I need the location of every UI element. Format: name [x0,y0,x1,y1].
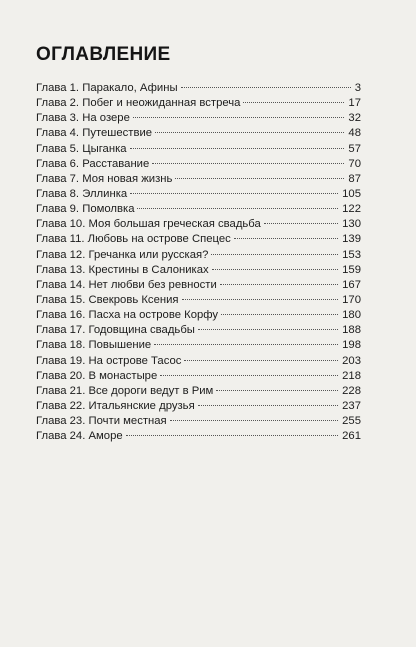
toc-entry [36,399,361,414]
dot-leader [154,344,338,345]
page-number: 105 [342,187,361,200]
toc-entry [36,187,361,202]
page-number: 139 [342,233,361,246]
dot-leader [264,223,338,224]
page-number: 48 [348,127,361,140]
chapter-title: Глава 20. В монастыре [36,369,158,382]
page-title: ОГЛАВЛЕНИЕ [36,44,171,65]
page-number: 122 [342,203,361,216]
dot-leader [152,163,344,164]
chapter-title: Глава 4. Путешествие [36,127,153,140]
page-number: 87 [348,172,361,185]
dot-leader [216,390,338,391]
page-number: 167 [342,278,361,291]
toc-entry [36,429,361,444]
page-number: 255 [342,415,361,428]
page-number: 218 [342,369,361,382]
toc-entry [36,293,361,308]
chapter-title: Глава 15. Свекровь Ксения [36,293,179,306]
chapter-title: Глава 6. Расставание [36,157,150,170]
toc-entry [36,81,361,96]
dot-leader [130,193,338,194]
chapter-title: Глава 18. Повышение [36,339,152,352]
page-number: 261 [342,430,361,443]
chapter-title: Глава 21. Все дороги ведут в Рим [36,384,214,397]
dot-leader [198,405,338,406]
chapter-title: Глава 12. Гречанка или русская? [36,248,209,261]
page-number: 3 [354,82,361,94]
page-number: 198 [342,339,361,352]
dot-leader [220,284,338,285]
dot-leader [175,178,344,179]
toc-entry [36,338,361,353]
dot-leader [182,299,339,300]
page-number: 237 [342,399,361,412]
toc-entry [36,354,361,369]
toc-entry [36,308,361,323]
chapter-title: Глава 13. Крестины в Салониках [36,263,209,276]
dot-leader [243,102,344,103]
chapter-title: Глава 2. Побег и неожиданная встреча [36,97,241,110]
toc-entry [36,172,361,187]
dot-leader [198,329,338,330]
chapter-title: Глава 19. На острове Тасос [36,354,182,367]
chapter-title: Глава 17. Годовщина свадьбы [36,324,195,337]
toc-entry [36,323,361,338]
dot-leader [234,238,338,239]
dot-leader [170,420,338,421]
chapter-title: Глава 9. Помолвка [36,203,135,216]
page-number: 228 [342,384,361,397]
toc-entry [36,217,361,232]
page-number: 203 [342,354,361,367]
chapter-title: Глава 5. Цыганка [36,142,127,155]
chapter-title: Глава 16. Пасха на острове Корфу [36,309,219,322]
chapter-title: Глава 11. Любовь на острове Спецес [36,233,231,246]
page-number: 180 [342,309,361,322]
dot-leader [212,269,338,270]
dot-leader [126,435,338,436]
dot-leader [130,148,345,149]
toc-entry [36,96,361,111]
dot-leader [184,360,338,361]
toc-entry [36,157,361,172]
page-number: 159 [342,263,361,276]
toc-entry [36,202,361,217]
page-number: 17 [348,97,361,110]
dot-leader [133,117,345,118]
chapter-title: Глава 10. Моя большая греческая свадьба [36,218,261,231]
chapter-title: Глава 3. На озере [36,112,130,125]
dot-leader [181,87,351,88]
chapter-title: Глава 7. Моя новая жизнь [36,172,173,185]
page-number: 57 [348,142,361,155]
dot-leader [160,375,338,376]
page-number: 130 [342,218,361,231]
chapter-title: Глава 14. Нет любви без ревности [36,278,217,291]
toc-entry [36,111,361,126]
chapter-title: Глава 24. Аморе [36,430,123,443]
toc-entry [36,278,361,293]
page-number: 70 [348,157,361,170]
chapter-title: Глава 8. Эллинка [36,187,128,200]
dot-leader [155,132,344,133]
toc-entry [36,142,361,157]
toc-entry [36,232,361,247]
toc-entry [36,414,361,429]
page-number: 153 [342,248,361,261]
page-number: 170 [342,293,361,306]
page-number: 32 [348,112,361,125]
table-of-contents [36,81,361,444]
toc-entry [36,126,361,141]
toc-entry [36,369,361,384]
chapter-title: Глава 22. Итальянские друзья [36,399,195,412]
chapter-title: Глава 1. Паракало, Афины [36,82,178,94]
chapter-title: Глава 23. Почти местная [36,415,167,428]
toc-entry [36,263,361,278]
dot-leader [211,254,338,255]
toc-entry [36,384,361,399]
dot-leader [137,208,338,209]
toc-entry [36,248,361,263]
dot-leader [221,314,338,315]
page-number: 188 [342,324,361,337]
